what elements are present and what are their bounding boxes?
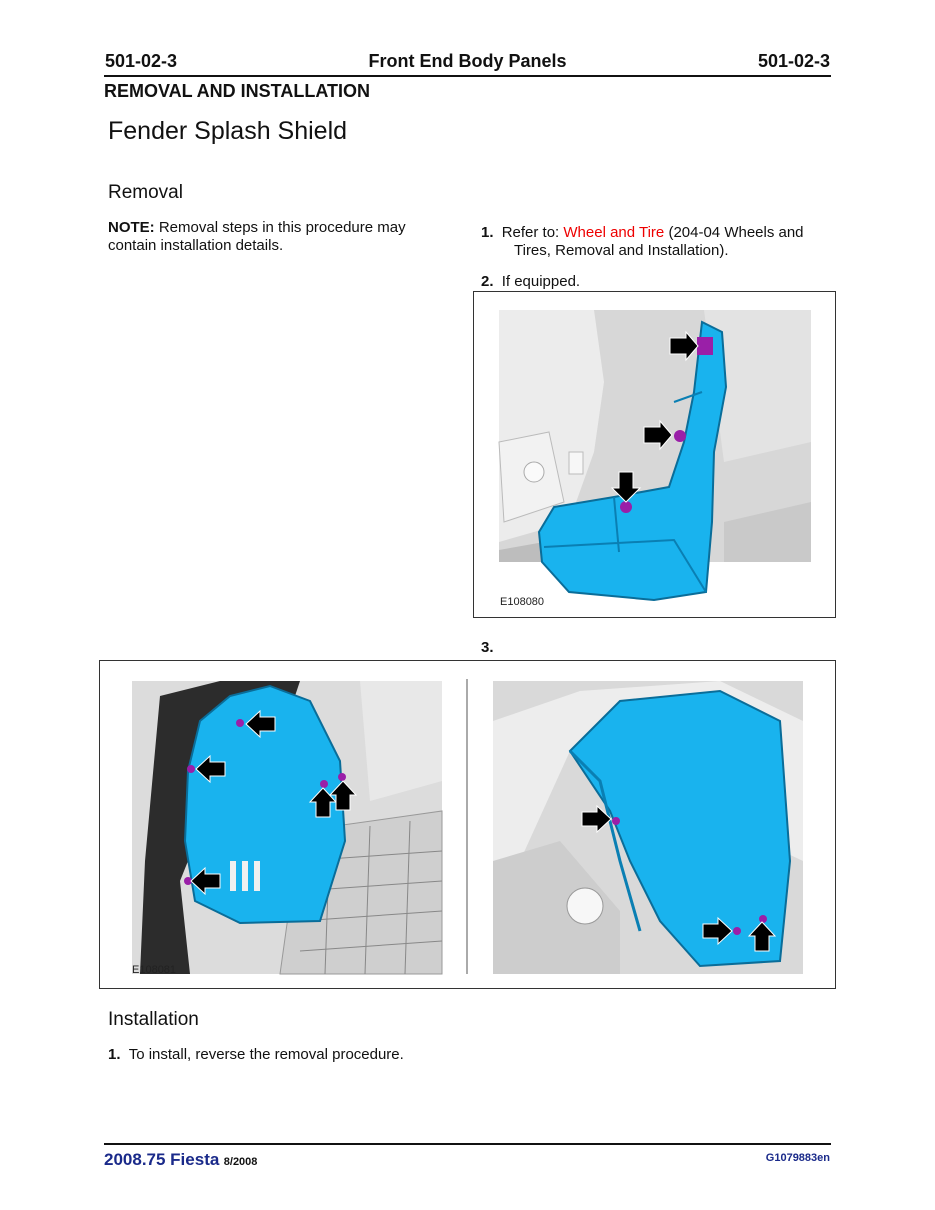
mud-flap-illustration xyxy=(474,292,835,617)
removal-step-2 xyxy=(481,273,580,291)
removal-step-3 xyxy=(481,639,494,657)
footer-model: 2008.75 Fiesta xyxy=(104,1150,220,1169)
header-rule xyxy=(104,75,831,77)
section-number-left: 501-02-3 xyxy=(105,51,178,71)
footer-model-line xyxy=(104,1150,257,1170)
figure-splash-shield xyxy=(99,660,836,989)
note-text: Removal steps in this procedure may contain installation details. xyxy=(108,219,406,254)
step-number: 2. xyxy=(481,273,494,290)
header-subtitle: REMOVAL AND INSTALLATION xyxy=(104,81,370,101)
note xyxy=(108,219,438,255)
step-text: If equipped. xyxy=(501,273,581,290)
footer-date: 8/2008 xyxy=(223,1156,258,1168)
wheel-and-tire-link[interactable]: Wheel and Tire xyxy=(563,224,665,241)
step-text: To install, reverse the removal procedure. xyxy=(128,1046,404,1063)
removal-step-1 xyxy=(481,224,831,260)
header-title: Front End Body Panels xyxy=(368,51,567,71)
installation-step-1 xyxy=(108,1046,404,1064)
step-text-suffix: (204-04 Wheels and xyxy=(664,224,804,241)
step-text-line2: Tires, Removal and Installation). xyxy=(514,242,729,259)
step-number: 1. xyxy=(108,1046,121,1063)
note-label: NOTE: xyxy=(108,219,155,236)
step-text-prefix: Refer to: xyxy=(501,224,564,241)
figure-label: E108080 xyxy=(500,596,545,608)
splash-shield-illustration xyxy=(100,661,835,988)
figure-mud-flap xyxy=(473,291,836,618)
removal-heading: Removal xyxy=(108,182,183,203)
footer-doc-code: G1079883en xyxy=(765,1152,830,1164)
step-number: 1. xyxy=(481,224,494,241)
section-number-right: 501-02-3 xyxy=(757,51,830,71)
figure-label: E108081 xyxy=(132,964,177,976)
step-number: 3. xyxy=(481,639,494,656)
installation-heading: Installation xyxy=(108,1009,199,1030)
footer-rule xyxy=(104,1143,831,1145)
page-title: Fender Splash Shield xyxy=(108,117,348,145)
